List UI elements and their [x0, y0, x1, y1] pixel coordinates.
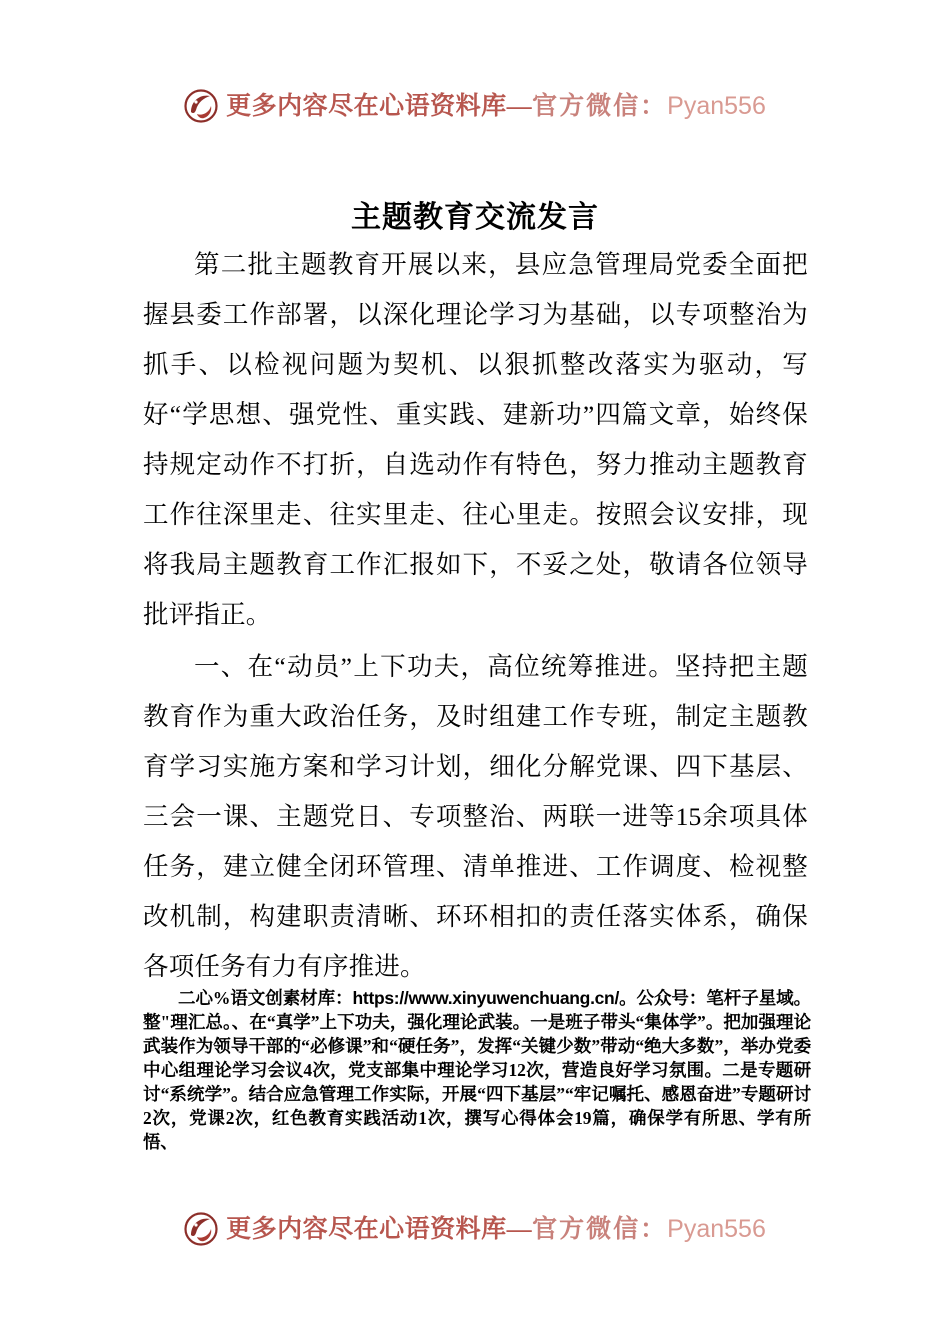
watermark-text-part3: Pyan556: [667, 1214, 766, 1243]
footnote-tail: 。公众号：笔杆子星域。整"理汇总。、在“真学”上下功夫，强化理论武装。一是班子带头“集体学”。把加强理论武装作为领导干部的“必修课”和“硬任务”，发挥“关键少数”带动“绝大多数”，举办党委中心组理论学习会议4次，党支部集中理论学习12次，营造良好学习氛围。二是专题研讨“系统学”。结合应急管理工作实际，开展“四下基层”“牢记嘱托、感恩奋进”专题研讨2次，党课2次，红色教育实践活动1次，撰写心得体会19篇，确保学有所思、学有所悟、: [143, 988, 811, 1152]
swirl-fish-logo-icon: [184, 1212, 218, 1246]
body-paragraph-1: 第二批主题教育开展以来，县应急管理局党委全面把握县委工作部署，以深化理论学习为基础，以专项整治为抓手、以检视问题为契机、以狠抓整改落实为驱动，写好“学思想、强党性、重实践、建新功”四篇文章，始终保持规定动作不打折，自选动作有特色，努力推动主题教育工作往深里走、往实里走、往心里走。按照会议安排，现将我局主题教育工作汇报如下，不妥之处，敬请各位领导批评指正。: [143, 250, 808, 629]
page-title: 主题教育交流发言: [351, 201, 599, 235]
footer-watermark-banner: [0, 1203, 950, 1255]
body-paragraph-2: 一、在“动员”上下功夫，高位统筹推进。坚持把主题教育作为重大政治任务，及时组建工作专班，制定主题教育学习实施方案和学习计划，细化分解党课、四下基层、三会一课、主题党日、专项整治、两联一进等15余项具体任务，建立健全闭环管理、清单推进、工作调度、检视整改机制，构建职责清晰、环环相扣的责任落实体系，确保各项任务有力有序推进。: [143, 652, 808, 981]
watermark-text-part2: 官方微信：: [532, 92, 668, 120]
footnote-url[interactable]: https://www.xinyuwenchuang.cn/: [352, 988, 620, 1008]
swirl-fish-logo-icon: [184, 89, 218, 123]
footnote-paragraph: [143, 986, 811, 1154]
watermark-text-part3: Pyan556: [667, 91, 766, 120]
watermark-text-part2: 官方微信：: [532, 1215, 668, 1243]
watermark-text-part1: 更多内容尽在心语资料库—: [226, 92, 533, 120]
document-body: [143, 240, 808, 994]
footnote-lead: 二心%语文创素材库：: [178, 988, 353, 1008]
header-watermark-text: [226, 91, 766, 120]
watermark-text-part1: 更多内容尽在心语资料库—: [226, 1215, 533, 1243]
footer-watermark-text: [226, 1214, 766, 1243]
header-watermark-banner: [0, 80, 950, 132]
footnote-block: [143, 986, 811, 1154]
